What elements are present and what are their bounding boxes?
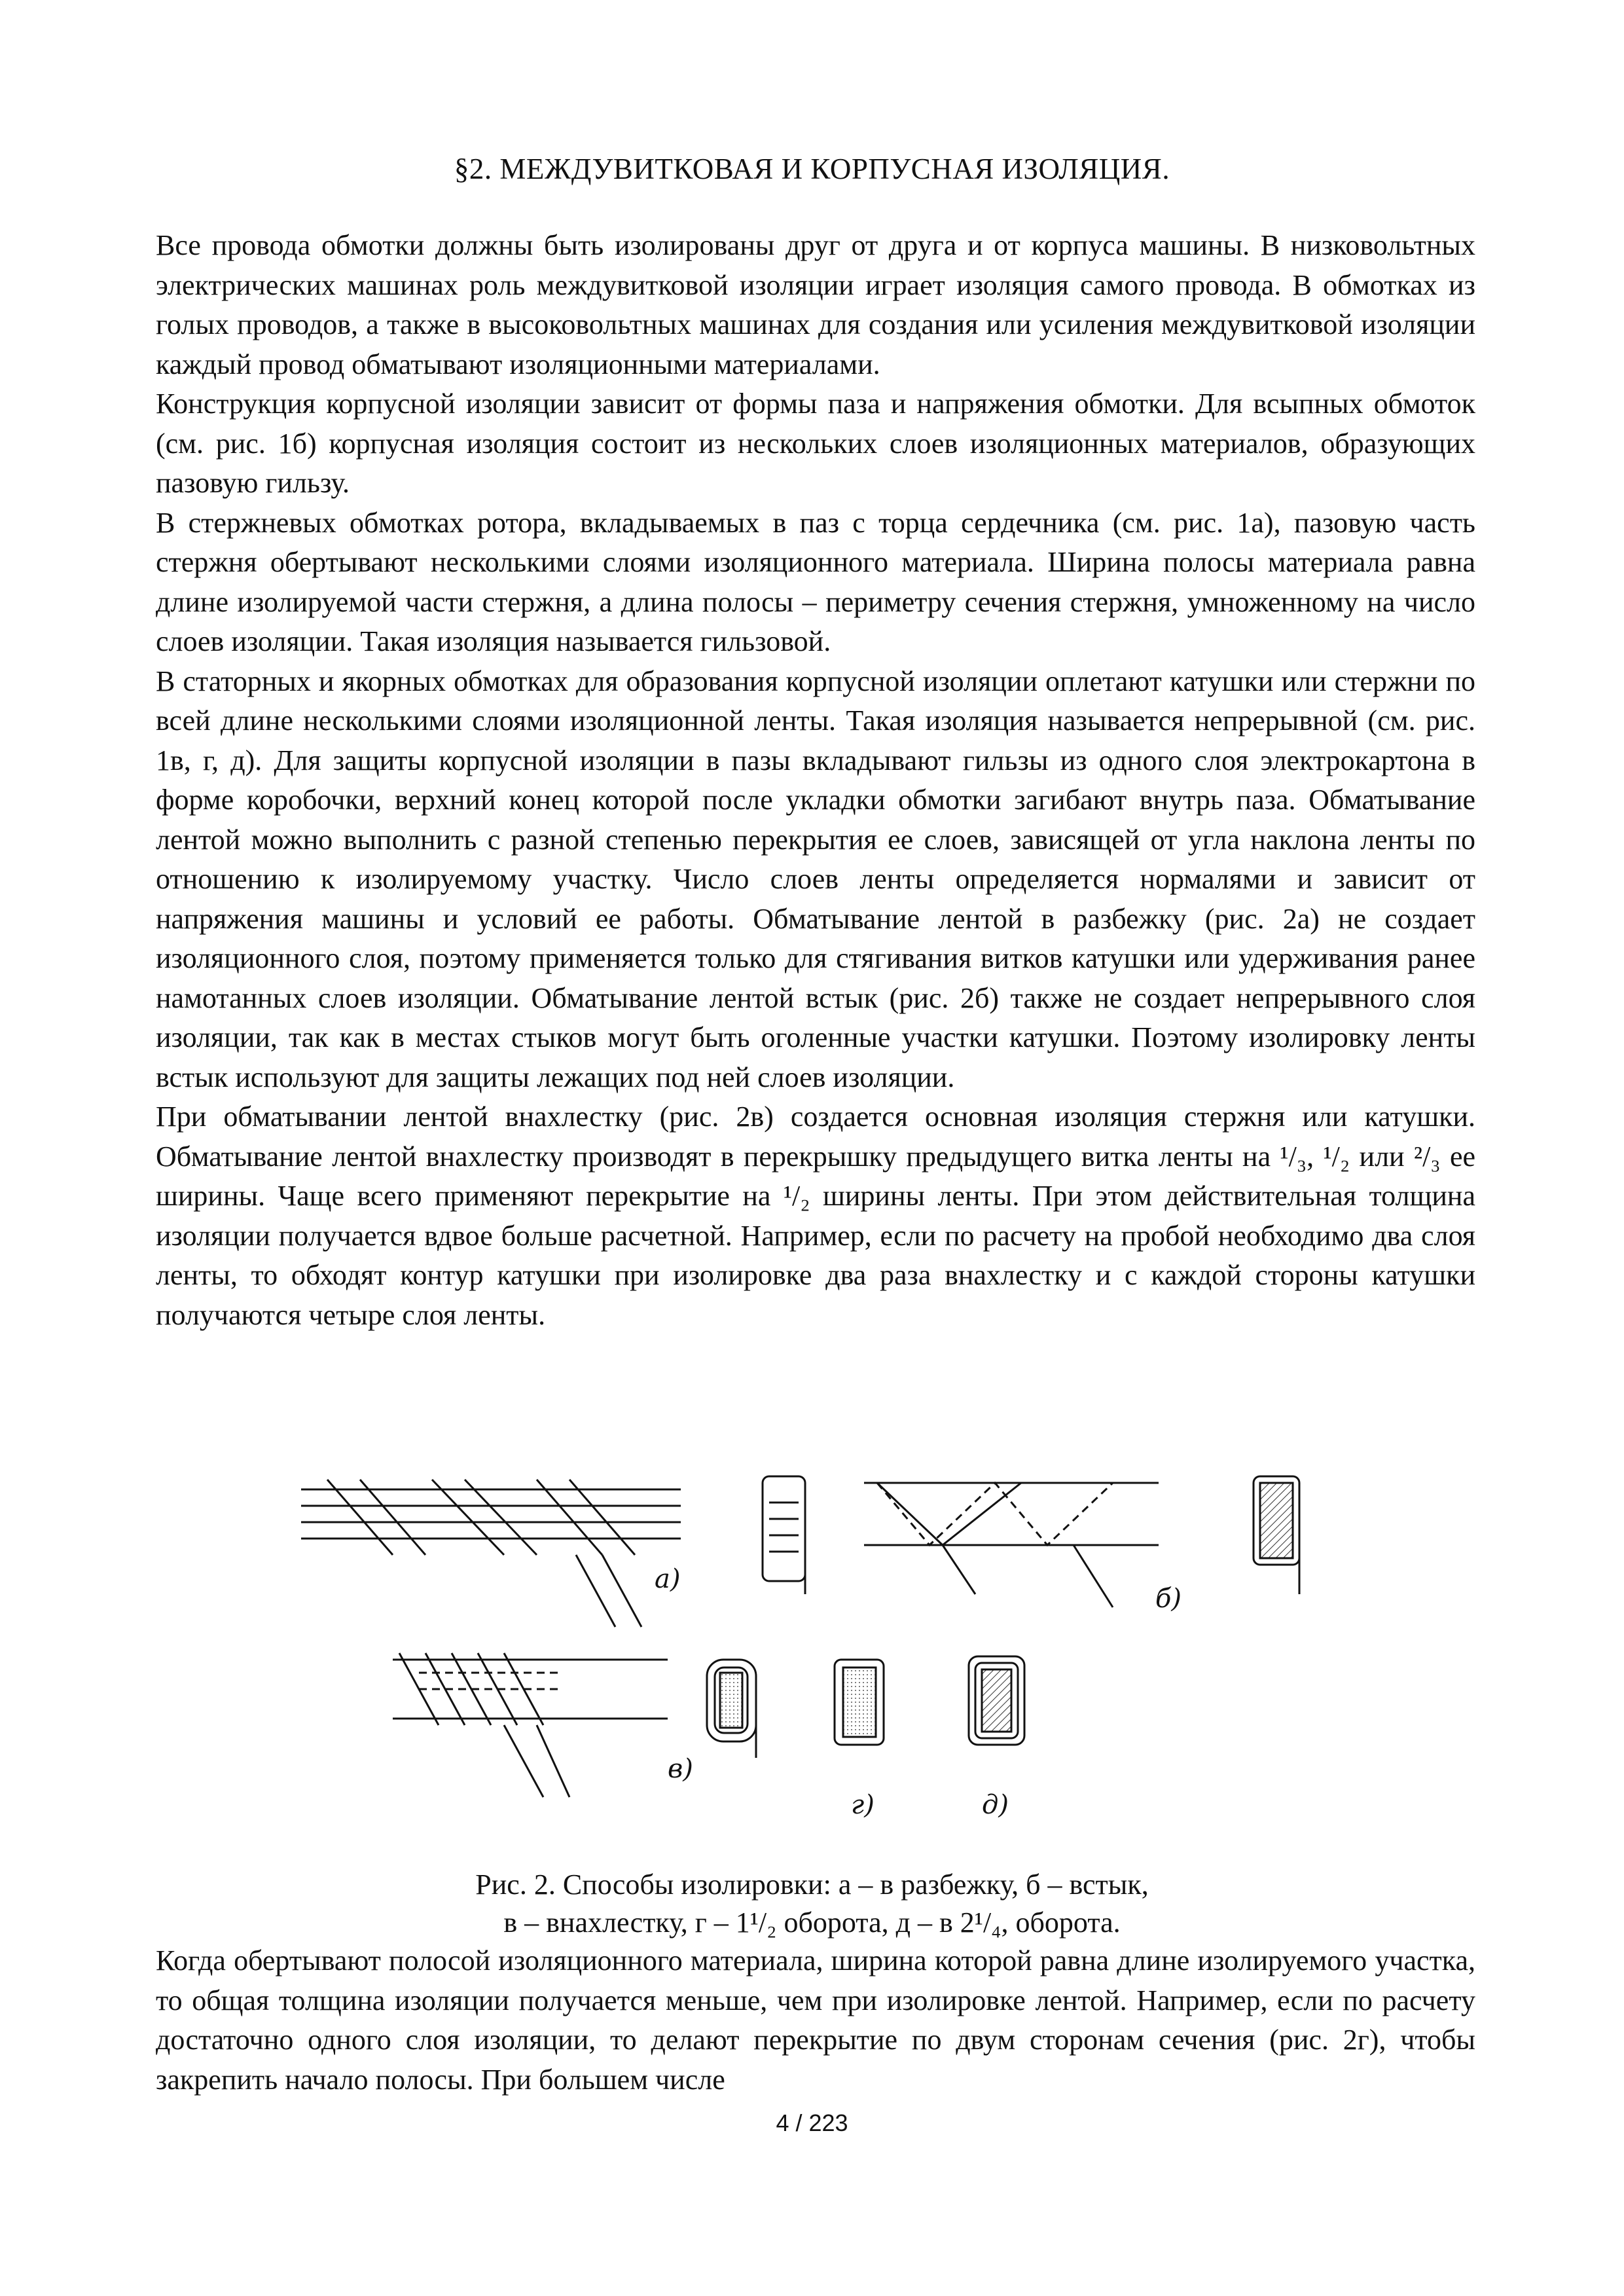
paragraph-3: В стержневых обмотках ротора, вкладываемых в паз с торца сердечника (см. рис. 1а), пазовую часть стержня обертывают несколькими слоями изоляционного материала. Ширина полосы материала равна длине изолируемой части стержня, а длина полосы – периметру сечения стержня, умноженному на число слоев изоляции. Такая изоляция называется гильзовой. bbox=[156, 506, 1475, 657]
section-heading: §2. МЕЖДУВИТКОВАЯ И КОРПУСНАЯ ИЗОЛЯЦИЯ. bbox=[454, 153, 1170, 185]
figure-b-section bbox=[1254, 1476, 1299, 1594]
figure-label-d: д) bbox=[982, 1790, 1009, 1820]
figure-label-v: в) bbox=[668, 1754, 693, 1784]
page-number: 4 / 223 bbox=[776, 2109, 848, 2136]
figure-2 bbox=[288, 1457, 1362, 1836]
body-text bbox=[156, 226, 1475, 1335]
caption-line-1: Рис. 2. Способы изолировки: а – в разбежку, б – встык, bbox=[475, 1868, 1149, 1901]
insulation-methods-diagram bbox=[288, 1457, 1362, 1836]
paragraph-4: В статорных и якорных обмотках для образования корпусной изоляции оплетают катушки или стержни по всей длине несколькими слоями изоляционной ленты. Такая изоляция называется непрерывной (см. рис. 1в, г, д). Для защиты корпусной изоляции в пазы вкладывают гильзы из одного слоя электрокартона в форме коробочки, верхний конец которой после укладки обмотки загибают внутрь паза. Обматывание лентой можно выполнить с разной степенью перекрытия ее слоев, зависящей от угла наклона ленты по отношению к изолируемому участку. Число слоев ленты определяется нормалями и зависит от напряжения машины и условий ее работы. Обматывание лентой в разбежку (рис. 2а) не создает изоляционного слоя, поэтому применяется только для стягивания витков катушки или удерживания ранее намотанных слоев изоляции. Обматывание лентой встык (рис. 2б) также не создает непрерывного слоя изоляции, так как в местах стыков могут быть оголенные участки катушки. Поэтому изолировку ленты встык используют для защиты лежащих под ней слоев изоляции. bbox=[156, 665, 1475, 1093]
paragraph-6: Когда обертывают полосой изоляционного материала, ширина которой равна длине изолируемого участка, то общая толщина изоляции получается меньше, чем при изолировке лентой. Например, если по расчету достаточно одного слоя изоляции, то делают перекрытие по двум сторонам сечения (рис. 2г), чтобы закрепить начало полосы. При большем числе bbox=[156, 1944, 1475, 2096]
figure-label-b: б) bbox=[1155, 1584, 1182, 1614]
figure-b-butt-wrap bbox=[864, 1483, 1159, 1607]
caption-line-2: в – внахлестку, г – 1¹/₂ оборота, д – в 2¹/₄, оборота. bbox=[503, 1906, 1121, 1939]
figure-a-section bbox=[763, 1476, 805, 1594]
body-text-after-figure bbox=[156, 1941, 1475, 2100]
paragraph-1: Все провода обмотки должны быть изолированы друг от друга и от корпуса машины. В низковольтных электрических машинах роль междувитковой изоляции играет изоляция самого провода. В обмотках из голых проводов, а также в высоковольтных машинах для создания или усиления междувитковой изоляции каждый провод обматывают изоляционными материалами. bbox=[156, 229, 1475, 380]
figure-g-section bbox=[835, 1660, 884, 1745]
paragraph-5: При обматывании лентой внахлестку (рис. 2в) создается основная изоляция стержня или катушки. Обматывание лентой внахлестку производят в перекрышку предыдущего витка ленты на ¹/₃, ¹/₂ или ²/₃ ее ширины. Чаще всего применяют перекрытие на ¹/₂ ширины ленты. При этом действительная толщина изоляции получается вдвое больше расчетной. Например, если по расчету на пробой необходимо два слоя ленты, то обходят контур катушки при изолировке два раза внахлестку и с каждой стороны катушки получаются четыре слоя ленты. bbox=[156, 1101, 1475, 1331]
figure-label-a: а) bbox=[655, 1564, 681, 1594]
figure-d-section bbox=[969, 1656, 1024, 1745]
figure-label-g: г) bbox=[851, 1790, 875, 1820]
figure-v-section bbox=[707, 1660, 756, 1758]
figure-caption bbox=[0, 1866, 1624, 1942]
figure-a-spaced-wrap bbox=[301, 1480, 681, 1627]
figure-v-lapped-wrap bbox=[393, 1653, 668, 1797]
paragraph-2: Конструкция корпусной изоляции зависит от формы паза и напряжения обмотки. Для всыпных обмоток (см. рис. 1б) корпусная изоляция состоит из нескольких слоев изоляционных материалов, образующих пазовую гильзу. bbox=[156, 388, 1475, 499]
